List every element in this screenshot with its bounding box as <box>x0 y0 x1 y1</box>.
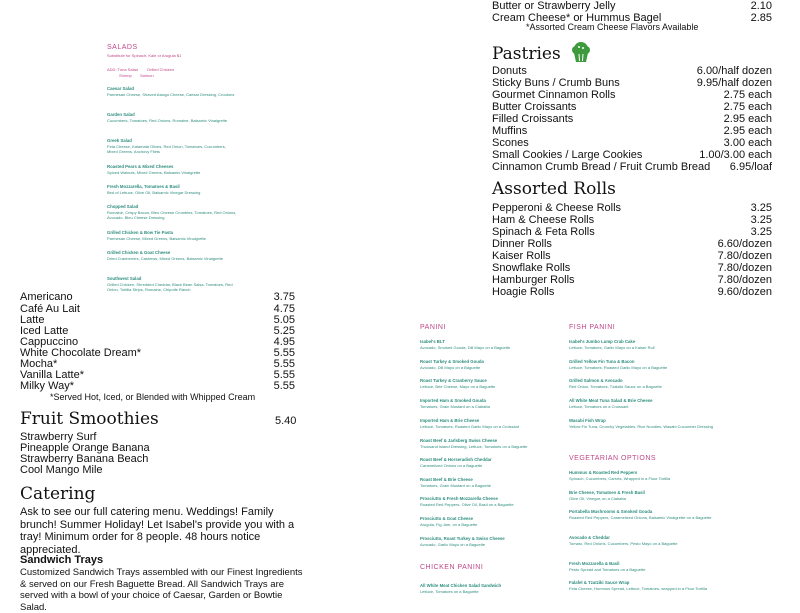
roll-row <box>492 274 772 286</box>
item-name: Gourmet Cinnamon Rolls <box>492 89 616 101</box>
item-name: Butter Croissants <box>492 101 577 113</box>
panini-name: Imported Ham & Smoked Gouda <box>420 398 486 403</box>
panini-name: Grilled Yellow Fin Tuna & Bacon <box>569 359 635 364</box>
item-price: 2.85 <box>750 12 772 24</box>
panini-desc: Avocado, Garlic Mayo on a Baguette <box>420 542 486 547</box>
item-price: 3.25 <box>750 226 772 238</box>
panini-desc: Thousand Island Dressing, Lettuce, Tomatoes on a Baguette <box>420 444 528 449</box>
salad-desc: Cucumbers, Tomatoes, Red Onions, Romaine, Balsamic Vinaigrette <box>107 118 228 123</box>
item-name: Mocha* <box>20 358 58 370</box>
pastry-row <box>492 149 772 161</box>
item-price: 4.75 <box>273 303 295 315</box>
drink-row <box>20 380 295 392</box>
smoothies-price: 5.40 <box>275 415 297 427</box>
panini-name: All White Meat Tuna Salad & Brie Cheese <box>569 398 653 403</box>
panini-name: Imported Ham & Brie Cheese <box>420 418 480 423</box>
item-name: Iced Latte <box>20 325 69 337</box>
pastry-row <box>492 161 772 173</box>
catering-text: Ask to see our full catering menu. Weddings! Family brunch! Summer Holiday! Let Isabel's provide you with a tray! Minimum order for 8 people. 48 hours notice appreciated. <box>20 506 295 556</box>
drink-row-partial <box>20 291 295 303</box>
pastries-title-text: Pastries <box>492 44 561 64</box>
salad-desc: Romaine, Crispy Bacon, Bleu Cheese Crumbles, Tomatoes, Red Onions, Avocado, Bleu Cheese Dressing <box>107 210 237 221</box>
salad-desc: Spiced Walnuts, Mixed Greens, Balsamic Vinaigrette <box>107 170 201 175</box>
item-price: 2.75 each <box>723 89 772 101</box>
panini-desc: Roasted Red Peppers, Caramelized Onions, Balsamic Vinaigrette on a Baguette <box>569 515 712 520</box>
panini-desc: Lettuce, Tomatoes on a Baguette <box>420 589 479 594</box>
panini-desc: Lettuce, Tomatoes, Roasted Garlic Mayo on a Croissant <box>420 424 520 429</box>
salad-name: Garden Salad <box>107 112 135 117</box>
cream-cheese-note: *Assorted Cream Cheese Flavors Available <box>526 22 699 32</box>
bakery-row <box>492 0 772 12</box>
panini-name: Isabel's BLT <box>420 339 445 344</box>
drinks-note: *Served Hot, Iced, or Blended with Whipped Cream <box>50 392 256 402</box>
salad-name: Caesar Salad <box>107 86 134 91</box>
salads-add-option: Shrimp <box>119 73 132 78</box>
panini-desc: Roasted Red Peppers, Olive Oil, Basil on a Baguette <box>420 502 514 507</box>
item-price: 5.05 <box>273 314 295 326</box>
item-name: Filled Croissants <box>492 113 574 125</box>
item-price: 5.55 <box>273 369 295 381</box>
item-name: White Chocolate Dream* <box>20 347 142 359</box>
item-name: Milky Way* <box>20 380 74 392</box>
panini-name: Wasabi Fish Wrap <box>569 418 606 423</box>
item-name: Pepperoni & Cheese Rolls <box>492 202 622 214</box>
item-price: 2.75 each <box>723 101 772 113</box>
chicken-panini-title: CHICKEN PANINI <box>420 564 484 571</box>
salad-name: Chopped Salad <box>107 204 139 209</box>
panini-panel <box>410 300 800 600</box>
item-name: Donuts <box>492 65 527 77</box>
item-name: Scones <box>492 137 529 149</box>
item-name: Kaiser Rolls <box>492 250 551 262</box>
panini-name: Portabella Mushrooms & Smoked Gouda <box>569 509 653 514</box>
item-name: Strawberry Banana Beach <box>20 453 149 465</box>
smoothie-row <box>20 464 295 476</box>
panini-desc: Caramelized Onions on a Baguette <box>420 463 483 468</box>
item-name: Hoagie Rolls <box>492 286 555 298</box>
panini-name: Roast Turkey & Smoked Gouda <box>420 359 484 364</box>
roll-row <box>492 214 772 226</box>
pastry-row <box>492 101 772 113</box>
item-price: 2.95 each <box>723 113 772 125</box>
vegetarian-title: VEGETARIAN OPTIONS <box>569 455 657 462</box>
drinks-panel <box>0 291 310 613</box>
item-price: 1.00/3.00 each <box>699 149 772 161</box>
pastry-row <box>492 77 772 89</box>
panini-name: Roast Beef & Horseradish Cheddar <box>420 457 492 462</box>
panini-name: Avocado & Cheddar <box>569 535 610 540</box>
salad-desc: Parmesan Cheese, Mixed Greens, Balsamic Vinaigrette <box>107 236 206 241</box>
panini-desc: Lettuce, Tomatoes on a Croissant <box>569 404 629 409</box>
item-price: 5.55 <box>273 358 295 370</box>
salad-name: Grilled Chicken & Goat Cheese <box>107 250 171 255</box>
item-name: Muffins <box>492 125 528 137</box>
panini-name: Roast Turkey & Cranberry Sauce <box>420 378 487 383</box>
panini-desc: Lettuce, Brie Cheese, Mayo on a Baguette <box>420 384 496 389</box>
panini-name: Prosciutto, Roast Turkey & Swiss Cheese <box>420 536 505 541</box>
salad-desc: Dried Cranberries, Cashews, Mixed Greens, Balsamic Vinaigrette <box>107 256 223 261</box>
panini-desc: Lettuce, Tomatoes, Garlic Mayo on a Kaiser Roll <box>569 345 655 350</box>
panini-name: Roast Beef & Jarlsberg Swiss Cheese <box>420 438 498 443</box>
panini-desc: Red Onion, Tomatoes, Tzatziki Sauce on a Baguette <box>569 384 662 389</box>
item-name: Small Cookies / Large Cookies <box>492 149 643 161</box>
panini-name: Prosciutto & Fresh Mozzarella Cheese <box>420 496 498 501</box>
panini-desc: Lettuce, Tomatoes, Roasted Garlic Mayo on a Baguette <box>569 365 668 370</box>
item-name: Americano <box>20 291 73 303</box>
panini-desc: Feta Cheese, Hummus Spread, Lettuce, Tomatoes, wrapped in a Flour Tortilla <box>569 586 707 591</box>
roll-row <box>492 262 772 274</box>
salad-name: Greek Salad <box>107 138 132 143</box>
salad-desc: Parmesan Cheese, Shaved Asiago Cheese, Caesar Dressing, Croutons <box>107 92 235 97</box>
roll-row <box>492 226 772 238</box>
item-name: Strawberry Surf <box>20 431 97 443</box>
salad-desc: Feta Cheese, Kalamata Olives, Red Onion, Tomatoes, Cucumbers, Mixed Greens, Anchovy Filets <box>107 144 226 155</box>
item-name: Cinnamon Crumb Bread / Fruit Crumb Bread <box>492 161 711 173</box>
pastries-title <box>492 41 592 64</box>
item-price: 3.75 <box>273 291 295 303</box>
panini-name: Grilled Salmon & Avocado <box>569 378 623 383</box>
item-name: Café Au Lait <box>20 303 80 315</box>
muffin-icon <box>570 41 592 63</box>
salads-note: Substitute for Spinach, Kale or Arugula $1 <box>107 53 182 58</box>
pastry-row <box>492 137 772 149</box>
panini-desc: Spinach, Cucumbers, Carrots, Wrapped in a Flour Tortilla <box>569 476 671 481</box>
roll-row <box>492 250 772 262</box>
salads-add-option: Salmon <box>140 73 154 78</box>
item-name: Cool Mango Mile <box>20 464 103 476</box>
panini-desc: Avocado, Dill Mayo on a Baguette <box>420 365 481 370</box>
item-name: Snowflake Rolls <box>492 262 571 274</box>
item-name: Hamburger Rolls <box>492 274 575 286</box>
item-price: 9.95/half dozen <box>696 77 772 89</box>
item-price: 6.60/dozen <box>717 238 772 250</box>
salad-desc: Grilled Chicken, Shredded Cheddar, Black Bean Salsa, Tomatoes, Red Onion, Tortilla Strips, Romaine, Chipotle Ranch <box>107 282 233 293</box>
item-price: 2.10 <box>750 0 772 12</box>
item-name: Sticky Buns / Crumb Buns <box>492 77 620 89</box>
item-name: Pineapple Orange Banana <box>20 442 150 454</box>
item-name: Butter or Strawberry Jelly <box>492 0 616 12</box>
fish-panini-title: FISH PANINI <box>569 324 616 331</box>
salads-panel <box>95 0 240 300</box>
item-price: 7.80/dozen <box>717 250 772 262</box>
panini-name: Hummus & Roasted Red Peppers <box>569 470 638 475</box>
rolls-title: Assorted Rolls <box>492 179 616 199</box>
panini-desc: Tomato, Red Onions, Cucumbers, Pesto Mayo on a Baguette <box>569 541 678 546</box>
item-price: 4.95 <box>273 336 295 348</box>
panini-name: Prosciutto & Goat Cheese <box>420 516 474 521</box>
item-price: 2.95 each <box>723 125 772 137</box>
item-name: Cappuccino <box>20 336 79 348</box>
item-price: 5.25 <box>273 325 295 337</box>
item-price: 6.00/half dozen <box>696 65 772 77</box>
salad-name: Roasted Pears & Mixed Cheeses <box>107 164 174 169</box>
smoothies-title: Fruit Smoothies <box>20 409 159 429</box>
panini-desc: Yellow Fin Tuna, Crunchy Vegetables, Rice Noodles, Wasabi Cucumber Dressing <box>569 424 713 429</box>
panini-desc: Pesto Spread and Tomatoes on a Baguette <box>569 567 646 572</box>
panini-name: Roast Beef & Brie Cheese <box>420 477 473 482</box>
panini-name: Falafel & Tzatziki Sauce Wrap <box>569 580 630 585</box>
catering-title: Catering <box>20 484 96 504</box>
roll-row <box>492 286 772 298</box>
roll-row <box>492 202 772 214</box>
item-price: 9.60/dozen <box>717 286 772 298</box>
bakery-panel <box>490 0 800 300</box>
item-price: 7.80/dozen <box>717 262 772 274</box>
item-price: 5.55 <box>273 347 295 359</box>
panini-desc: Avocado, Smoked Gouda, Dill Mayo on a Baguette <box>420 345 511 350</box>
pastry-row <box>492 125 772 137</box>
salads-add-option: Grilled Chicken <box>147 67 175 72</box>
salad-name: Fresh Mozzarella, Tomatoes & Basil <box>107 184 180 189</box>
item-name: Cream Cheese* or Hummus Bagel <box>492 12 662 24</box>
item-name: Vanilla Latte* <box>20 369 85 381</box>
item-name: Latte <box>20 314 45 326</box>
pastry-row <box>492 113 772 125</box>
sandwich-trays-title: Sandwich Trays <box>20 554 104 566</box>
item-price: 6.95/loaf <box>729 161 772 173</box>
salad-name: Southwest Salad <box>107 276 142 281</box>
panini-desc: Arugula, Fig Jam, on a Baguette <box>420 522 478 527</box>
item-price: 3.25 <box>750 214 772 226</box>
panini-desc: Tomatoes, Grain Mustard on a Ciabatta <box>420 404 490 409</box>
item-name: Ham & Cheese Rolls <box>492 214 595 226</box>
roll-row <box>492 238 772 250</box>
item-name: Dinner Rolls <box>492 238 552 250</box>
panini-name: Isabel's Jumbo Lump Crab Cake <box>569 339 636 344</box>
panini-name: All White Meat Chicken Salad Sandwich <box>420 583 502 588</box>
salad-name: Grilled Chicken & Bow Tie Pasta <box>107 230 174 235</box>
panini-name: Fresh Mozzarella & Basil <box>569 561 620 566</box>
salad-desc: Bed of Lettuce, Olive Oil, Balsamic Vinegar Dressing <box>107 190 201 195</box>
item-price: 7.80/dozen <box>717 274 772 286</box>
panini-title: PANINI <box>420 324 446 331</box>
item-price: 3.25 <box>750 202 772 214</box>
item-price: 3.00 each <box>723 137 772 149</box>
salads-add-label: ADD: Tuna Salad <box>107 67 138 72</box>
panini-name: Brie Cheese, Tomatoes & Fresh Basil <box>569 490 645 495</box>
item-price: 5.55 <box>273 380 295 392</box>
item-name: Spinach & Feta Rolls <box>492 226 595 238</box>
sandwich-trays-text: Customized Sandwich Trays assembled with our Finest Ingredients & served on our Fresh Baguette Bread. All Sandwich Trays are served with a bowl of your choice of Caesar, Garden or Bowtie Salad. <box>20 567 303 613</box>
salads-title: SALADS <box>107 44 138 51</box>
panini-desc: Olive Oil, Vinegar, on a Ciabatta <box>569 496 626 501</box>
panini-desc: Tomatoes, Grain Mustard on a Baguette <box>420 483 491 488</box>
pastry-row <box>492 65 772 77</box>
pastry-row <box>492 89 772 101</box>
